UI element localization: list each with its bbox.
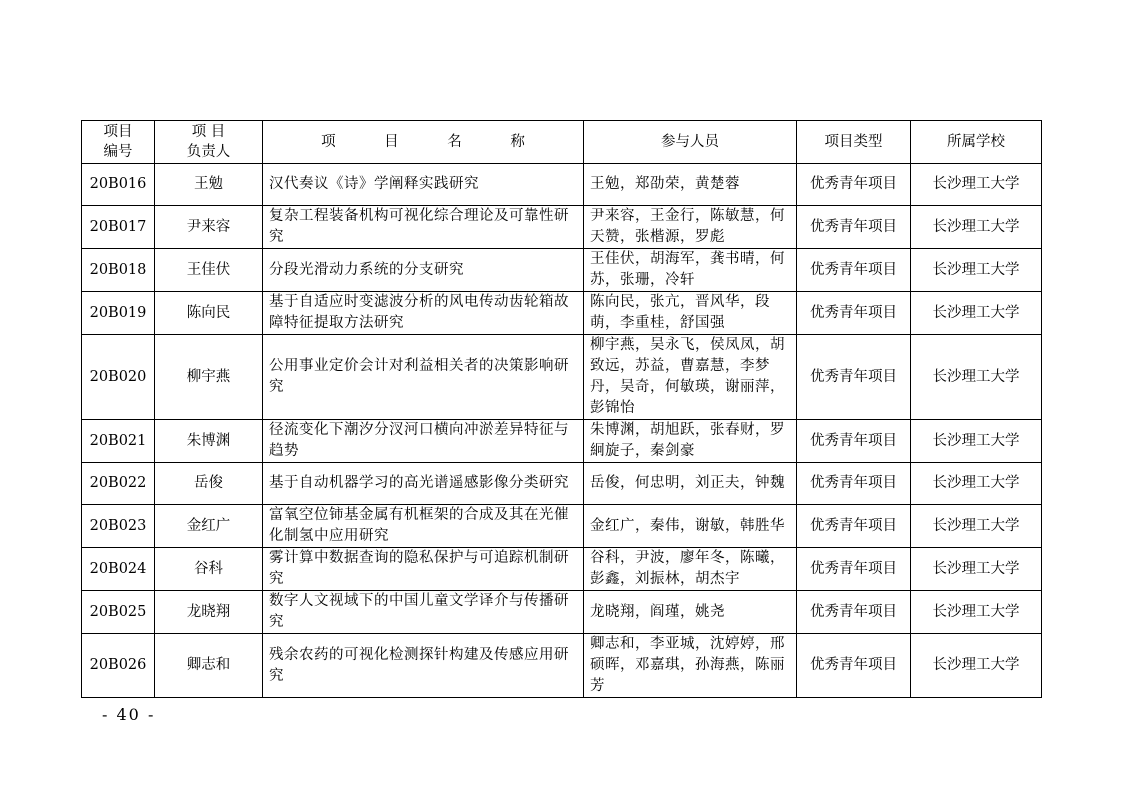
- header-name-label: 项 目 名 称: [321, 134, 547, 150]
- header-code-line1: 项目: [103, 124, 133, 140]
- cell-project-name: 基于自动机器学习的高光谱遥感影像分类研究: [263, 463, 584, 505]
- cell-members: 柳宇燕，吴永飞，侯凤凤，胡致远，苏益，曹嘉慧，李梦丹，吴奇，何敏瑛，谢丽萍，彭锦怡: [584, 335, 797, 420]
- cell-project-code: 20B020: [82, 335, 155, 420]
- table-row: [82, 164, 1042, 206]
- cell-project-code: 20B026: [82, 634, 155, 698]
- cell-project-type: 优秀青年项目: [797, 634, 911, 698]
- cell-project-name: 汉代奏议《诗》学阐释实践研究: [263, 164, 584, 206]
- cell-project-name: 复杂工程装备机构可视化综合理论及可靠性研究: [263, 206, 584, 249]
- cell-school: 长沙理工大学: [911, 634, 1042, 698]
- cell-project-code: 20B022: [82, 463, 155, 505]
- cell-project-type: 优秀青年项目: [797, 548, 911, 591]
- cell-school: 长沙理工大学: [911, 463, 1042, 505]
- cell-project-name: 数字人文视域下的中国儿童文学译介与传播研究: [263, 591, 584, 634]
- cell-project-type: 优秀青年项目: [797, 463, 911, 505]
- cell-members: 岳俊，何忠明，刘正夫，钟魏: [584, 463, 797, 505]
- table-row: [82, 505, 1042, 548]
- cell-project-type: 优秀青年项目: [797, 249, 911, 292]
- cell-project-type: 优秀青年项目: [797, 292, 911, 335]
- cell-project-type: 优秀青年项目: [797, 505, 911, 548]
- cell-project-leader: 柳宇燕: [155, 335, 263, 420]
- cell-members: 龙晓翔，阎瑾，姚尧: [584, 591, 797, 634]
- cell-project-type: 优秀青年项目: [797, 420, 911, 463]
- cell-project-code: 20B025: [82, 591, 155, 634]
- cell-project-leader: 谷科: [155, 548, 263, 591]
- cell-school: 长沙理工大学: [911, 591, 1042, 634]
- table-row: [82, 249, 1042, 292]
- cell-project-type: 优秀青年项目: [797, 335, 911, 420]
- cell-project-leader: 王佳伏: [155, 249, 263, 292]
- cell-school: 长沙理工大学: [911, 335, 1042, 420]
- cell-school: 长沙理工大学: [911, 164, 1042, 206]
- header-members: 参与人员: [584, 121, 797, 164]
- cell-project-name: 公用事业定价会计对利益相关者的决策影响研究: [263, 335, 584, 420]
- table-row: [82, 463, 1042, 505]
- header-project-leader: [155, 121, 263, 164]
- cell-project-leader: 尹来容: [155, 206, 263, 249]
- cell-project-leader: 卿志和: [155, 634, 263, 698]
- table-row: [82, 420, 1042, 463]
- cell-project-name: 残余农药的可视化检测探针构建及传感应用研究: [263, 634, 584, 698]
- cell-members: 谷科，尹波，廖年冬，陈曦，彭鑫，刘振林，胡杰宇: [584, 548, 797, 591]
- cell-project-name: 基于自适应时变滤波分析的风电传动齿轮箱故障特征提取方法研究: [263, 292, 584, 335]
- table-row: [82, 591, 1042, 634]
- table-row: [82, 292, 1042, 335]
- table-row: [82, 634, 1042, 698]
- cell-project-code: 20B019: [82, 292, 155, 335]
- cell-members: 卿志和，李亚城，沈婷婷，邢硕晖，邓嘉琪，孙海燕，陈丽芳: [584, 634, 797, 698]
- cell-project-type: 优秀青年项目: [797, 164, 911, 206]
- cell-project-leader: 王勉: [155, 164, 263, 206]
- cell-project-type: 优秀青年项目: [797, 206, 911, 249]
- cell-school: 长沙理工大学: [911, 206, 1042, 249]
- table-row: [82, 548, 1042, 591]
- cell-school: 长沙理工大学: [911, 292, 1042, 335]
- cell-project-name: 分段光滑动力系统的分支研究: [263, 249, 584, 292]
- cell-project-leader: 岳俊: [155, 463, 263, 505]
- table-header-row: [82, 121, 1042, 164]
- header-project-type: 项目类型: [797, 121, 911, 164]
- project-table: [81, 120, 1042, 698]
- cell-project-name: 富氧空位铈基金属有机框架的合成及其在光催化制氢中应用研究: [263, 505, 584, 548]
- table-row: [82, 335, 1042, 420]
- cell-members: 金红广，秦伟，谢敏，韩胜华: [584, 505, 797, 548]
- cell-project-code: 20B023: [82, 505, 155, 548]
- header-code-line2: 编号: [103, 144, 133, 160]
- header-project-code: [82, 121, 155, 164]
- cell-project-code: 20B016: [82, 164, 155, 206]
- header-leader-line2: 负责人: [186, 144, 231, 160]
- cell-school: 长沙理工大学: [911, 548, 1042, 591]
- cell-project-code: 20B024: [82, 548, 155, 591]
- cell-project-code: 20B018: [82, 249, 155, 292]
- header-project-name: [263, 121, 584, 164]
- cell-project-leader: 陈向民: [155, 292, 263, 335]
- cell-members: 王勉，郑劭荣，黄楚蓉: [584, 164, 797, 206]
- cell-project-type: 优秀青年项目: [797, 591, 911, 634]
- cell-school: 长沙理工大学: [911, 420, 1042, 463]
- cell-members: 朱博渊，胡旭跃，张春财，罗絅旋子，秦剑豪: [584, 420, 797, 463]
- header-leader-line1: 项 目: [191, 124, 226, 140]
- cell-project-name: 径流变化下潮汐分汊河口横向冲淤差异特征与趋势: [263, 420, 584, 463]
- cell-members: 王佳伏，胡海军，龚书晴，何苏，张珊，冷轩: [584, 249, 797, 292]
- cell-project-name: 雾计算中数据查询的隐私保护与可追踪机制研究: [263, 548, 584, 591]
- cell-school: 长沙理工大学: [911, 505, 1042, 548]
- header-school: 所属学校: [911, 121, 1042, 164]
- page-number: - 40 -: [102, 705, 156, 724]
- cell-project-leader: 金红广: [155, 505, 263, 548]
- table-row: [82, 206, 1042, 249]
- cell-project-leader: 龙晓翔: [155, 591, 263, 634]
- cell-members: 陈向民，张亢，晋风华，段萌，李重桂，舒国强: [584, 292, 797, 335]
- cell-project-leader: 朱博渊: [155, 420, 263, 463]
- cell-project-code: 20B017: [82, 206, 155, 249]
- cell-project-code: 20B021: [82, 420, 155, 463]
- cell-school: 长沙理工大学: [911, 249, 1042, 292]
- cell-members: 尹来容，王金行，陈敏慧，何天赞，张楷源，罗彪: [584, 206, 797, 249]
